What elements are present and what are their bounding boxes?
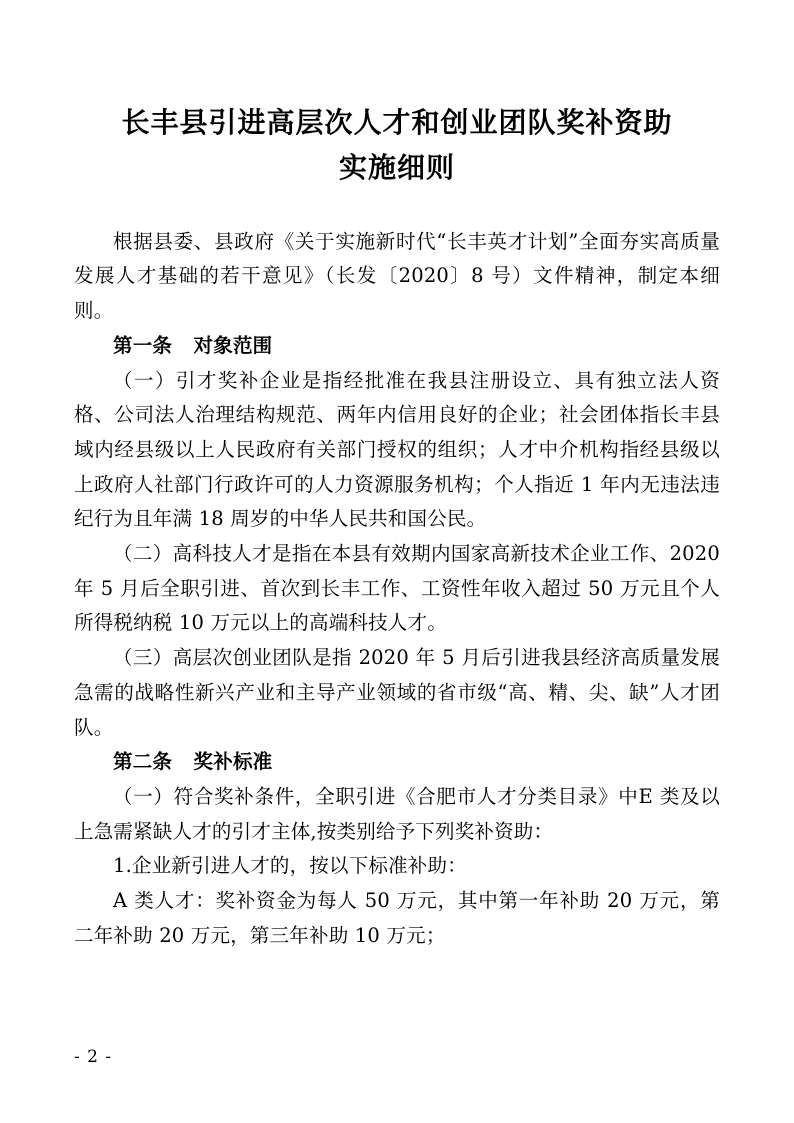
paragraph-article2-sub1: 1.企业新引进人才的，按以下标准补助： [113, 854, 467, 878]
article-heading-2-label: 第二条 [113, 750, 173, 774]
paragraph-article1-item3: （三）高层次创业团队是指 2020 年 5 月后引进我县经济高质量发展急需的战略性新兴产业和主导产业领域的省市级“高、精、尖、缺”人才团队。 [74, 646, 720, 739]
article-heading-2 [74, 745, 720, 780]
paragraph-intro: 根据县委、县政府《关于实施新时代“长丰英才计划”全面夯实高质量发展人才基础的若干意见》（长发〔2020〕8 号）文件精神，制定本细则。 [74, 229, 721, 323]
paragraph-article2-classA: A 类人才：奖补资金为每人 50 万元，其中第一年补助 20 万元，第二年补助 20 万元，第三年补助 10 万元； [74, 889, 720, 947]
document-body [74, 225, 720, 954]
page-title-line-2: 实施细则 [338, 151, 455, 185]
article-heading-1 [74, 329, 720, 364]
page-title-line-1: 长丰县引进高层次人才和创业团队奖补资助 [121, 106, 673, 139]
article-heading-2-title: 奖补标准 [193, 750, 273, 774]
article-heading-1-label: 第一条 [113, 333, 173, 357]
page-number: - 2 - [74, 1047, 113, 1067]
page-title [74, 100, 720, 191]
paragraph-article1-item2: （二）高科技人才是指在本县有效期内国家高新技术企业工作、2020 年 5 月后全职引进、首次到长丰工作、工资性年收入超过 50 万元且个人所得税纳税 10 万元以上的高端科技人才。 [74, 542, 720, 635]
article-heading-1-title: 对象范围 [193, 333, 273, 357]
paragraph-article1-item1: （一）引才奖补企业是指经批准在我县注册设立、具有独立法人资格、公司法人治理结构规范、两年内信用良好的企业；社会团体指长丰县域内经县级以上人民政府有关部门授权的组织；人才中介机构指经县级以上政府人社部门行政许可的人力资源服务机构；个人指近 1 年内无违法违纪行为且年满 18 周岁的中华人民共和国公民。 [74, 368, 720, 531]
paragraph-article2-item1: （一）符合奖补条件，全职引进《合肥市人才分类目录》中E 类及以上急需紧缺人才的引才主体,按类别给予下列奖补资助： [74, 784, 720, 843]
